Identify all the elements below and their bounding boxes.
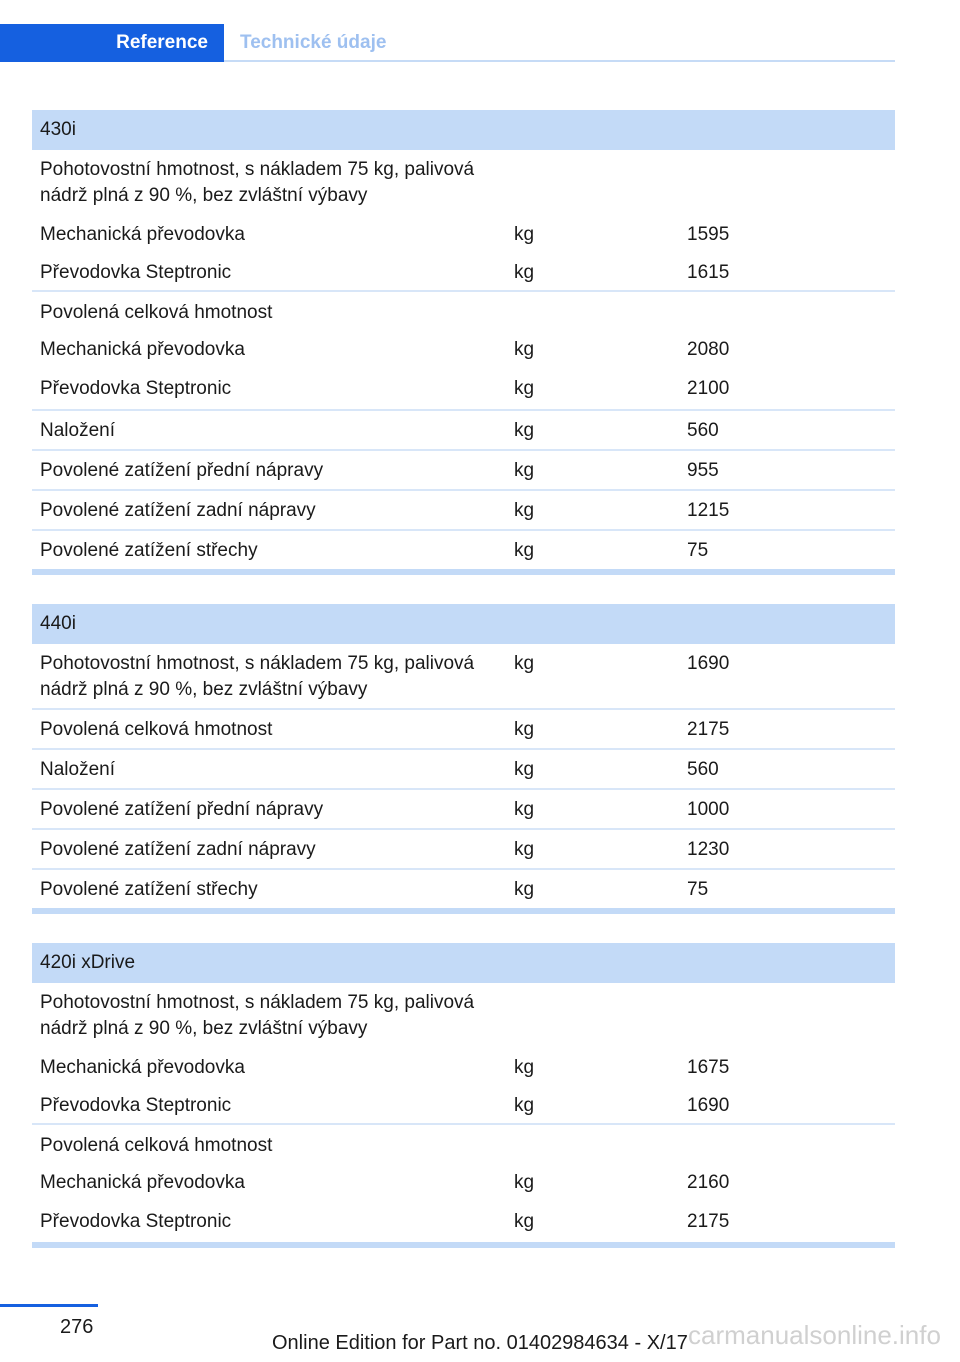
row-unit: kg (514, 500, 535, 521)
row-unit: kg (514, 719, 535, 740)
spec-table-420i-xdrive (32, 943, 895, 1248)
row-label: Pohotovostní hmotnost, s nákladem 75 kg, palivová nádrž plná z 90 %, bez zvláštní výbavy (40, 992, 475, 1039)
row-label: Povolené zatížení zadní nápravy (40, 839, 316, 860)
row-value: 1595 (687, 224, 730, 245)
row-label: Povolená celková hmotnost (40, 302, 273, 323)
row-label: Povolené zatížení přední nápravy (40, 460, 324, 481)
spec-table-430i (32, 110, 895, 575)
row-value: 560 (687, 759, 719, 780)
page-number: 276 (60, 1316, 94, 1338)
row-unit: kg (514, 653, 535, 674)
row-label: Mechanická převodovka (40, 339, 245, 360)
table-row (32, 1163, 895, 1202)
table-row (32, 748, 895, 788)
row-label: Mechanická převodovka (40, 224, 245, 245)
table-row (32, 409, 895, 449)
table-row (32, 290, 895, 330)
table-row (32, 788, 895, 828)
table-row (32, 369, 895, 409)
table-title: 430i (32, 110, 895, 150)
row-value: 75 (687, 540, 709, 561)
row-label: Mechanická převodovka (40, 1172, 245, 1193)
row-unit: kg (514, 759, 535, 780)
row-unit: kg (514, 224, 535, 245)
row-value: 955 (687, 460, 719, 481)
row-unit: kg (514, 378, 535, 399)
header-rule (224, 60, 895, 62)
row-label: Povolená celková hmotnost (40, 1135, 273, 1156)
table-row (32, 212, 895, 250)
table-row (32, 1202, 895, 1242)
row-value: 1000 (687, 799, 730, 820)
row-value: 1230 (687, 839, 730, 860)
footer-rule (0, 1304, 98, 1307)
row-unit: kg (514, 262, 535, 283)
row-unit: kg (514, 1211, 535, 1232)
row-label: Povolené zatížení střechy (40, 540, 258, 561)
table-row (32, 330, 895, 369)
table-row (32, 250, 895, 290)
table-row (32, 828, 895, 868)
row-value: 1675 (687, 1057, 730, 1078)
row-unit: kg (514, 839, 535, 860)
table-row (32, 708, 895, 748)
section-tab-reference: Reference (0, 24, 224, 62)
row-unit: kg (514, 460, 535, 481)
section-tab-technical-data: Technické údaje (240, 32, 387, 53)
table-row (32, 489, 895, 529)
row-unit: kg (514, 339, 535, 360)
row-label: Pohotovostní hmotnost, s nákladem 75 kg, palivová nádrž plná z 90 %, bez zvláštní výbavy (40, 653, 475, 700)
row-value: 1215 (687, 500, 730, 521)
table-row (32, 1123, 895, 1163)
row-value: 1690 (687, 653, 730, 674)
table-title: 440i (32, 604, 895, 644)
table-row (32, 868, 895, 908)
row-label: Povolené zatížení zadní nápravy (40, 500, 316, 521)
table-bottom-rule (32, 569, 895, 575)
edition-note: Online Edition for Part no. 01402984634 - X/17 (272, 1332, 688, 1354)
table-row (32, 644, 895, 708)
row-value: 2175 (687, 1211, 730, 1232)
spec-table-440i (32, 604, 895, 914)
row-unit: kg (514, 1172, 535, 1193)
row-label: Naložení (40, 759, 115, 780)
row-unit: kg (514, 1057, 535, 1078)
row-unit: kg (514, 799, 535, 820)
page-header (0, 24, 895, 62)
row-label: Pohotovostní hmotnost, s nákladem 75 kg, palivová nádrž plná z 90 %, bez zvláštní výbavy (40, 159, 475, 206)
row-value: 2100 (687, 378, 730, 399)
watermark: carmanualsonline.info (688, 1320, 941, 1350)
table-row (32, 449, 895, 489)
row-label: Převodovka Steptronic (40, 1211, 232, 1232)
row-label: Povolené zatížení přední nápravy (40, 799, 324, 820)
table-row (32, 1045, 895, 1083)
row-unit: kg (514, 540, 535, 561)
row-value: 1615 (687, 262, 730, 283)
table-bottom-rule (32, 1242, 895, 1248)
row-unit: kg (514, 1095, 535, 1116)
row-label: Povolené zatížení střechy (40, 879, 258, 900)
table-title: 420i xDrive (32, 943, 895, 983)
row-label: Převodovka Steptronic (40, 378, 232, 399)
table-row (32, 1083, 895, 1123)
row-value: 560 (687, 420, 719, 441)
row-value: 2175 (687, 719, 730, 740)
row-label: Mechanická převodovka (40, 1057, 245, 1078)
row-label: Převodovka Steptronic (40, 262, 232, 283)
row-label: Povolená celková hmotnost (40, 719, 273, 740)
row-value: 2080 (687, 339, 730, 360)
row-unit: kg (514, 420, 535, 441)
row-value: 75 (687, 879, 709, 900)
table-row (32, 983, 895, 1045)
table-row (32, 529, 895, 569)
table-row (32, 150, 895, 212)
row-value: 2160 (687, 1172, 730, 1193)
row-label: Převodovka Steptronic (40, 1095, 232, 1116)
row-unit: kg (514, 879, 535, 900)
row-label: Naložení (40, 420, 115, 441)
row-value: 1690 (687, 1095, 730, 1116)
table-bottom-rule (32, 908, 895, 914)
